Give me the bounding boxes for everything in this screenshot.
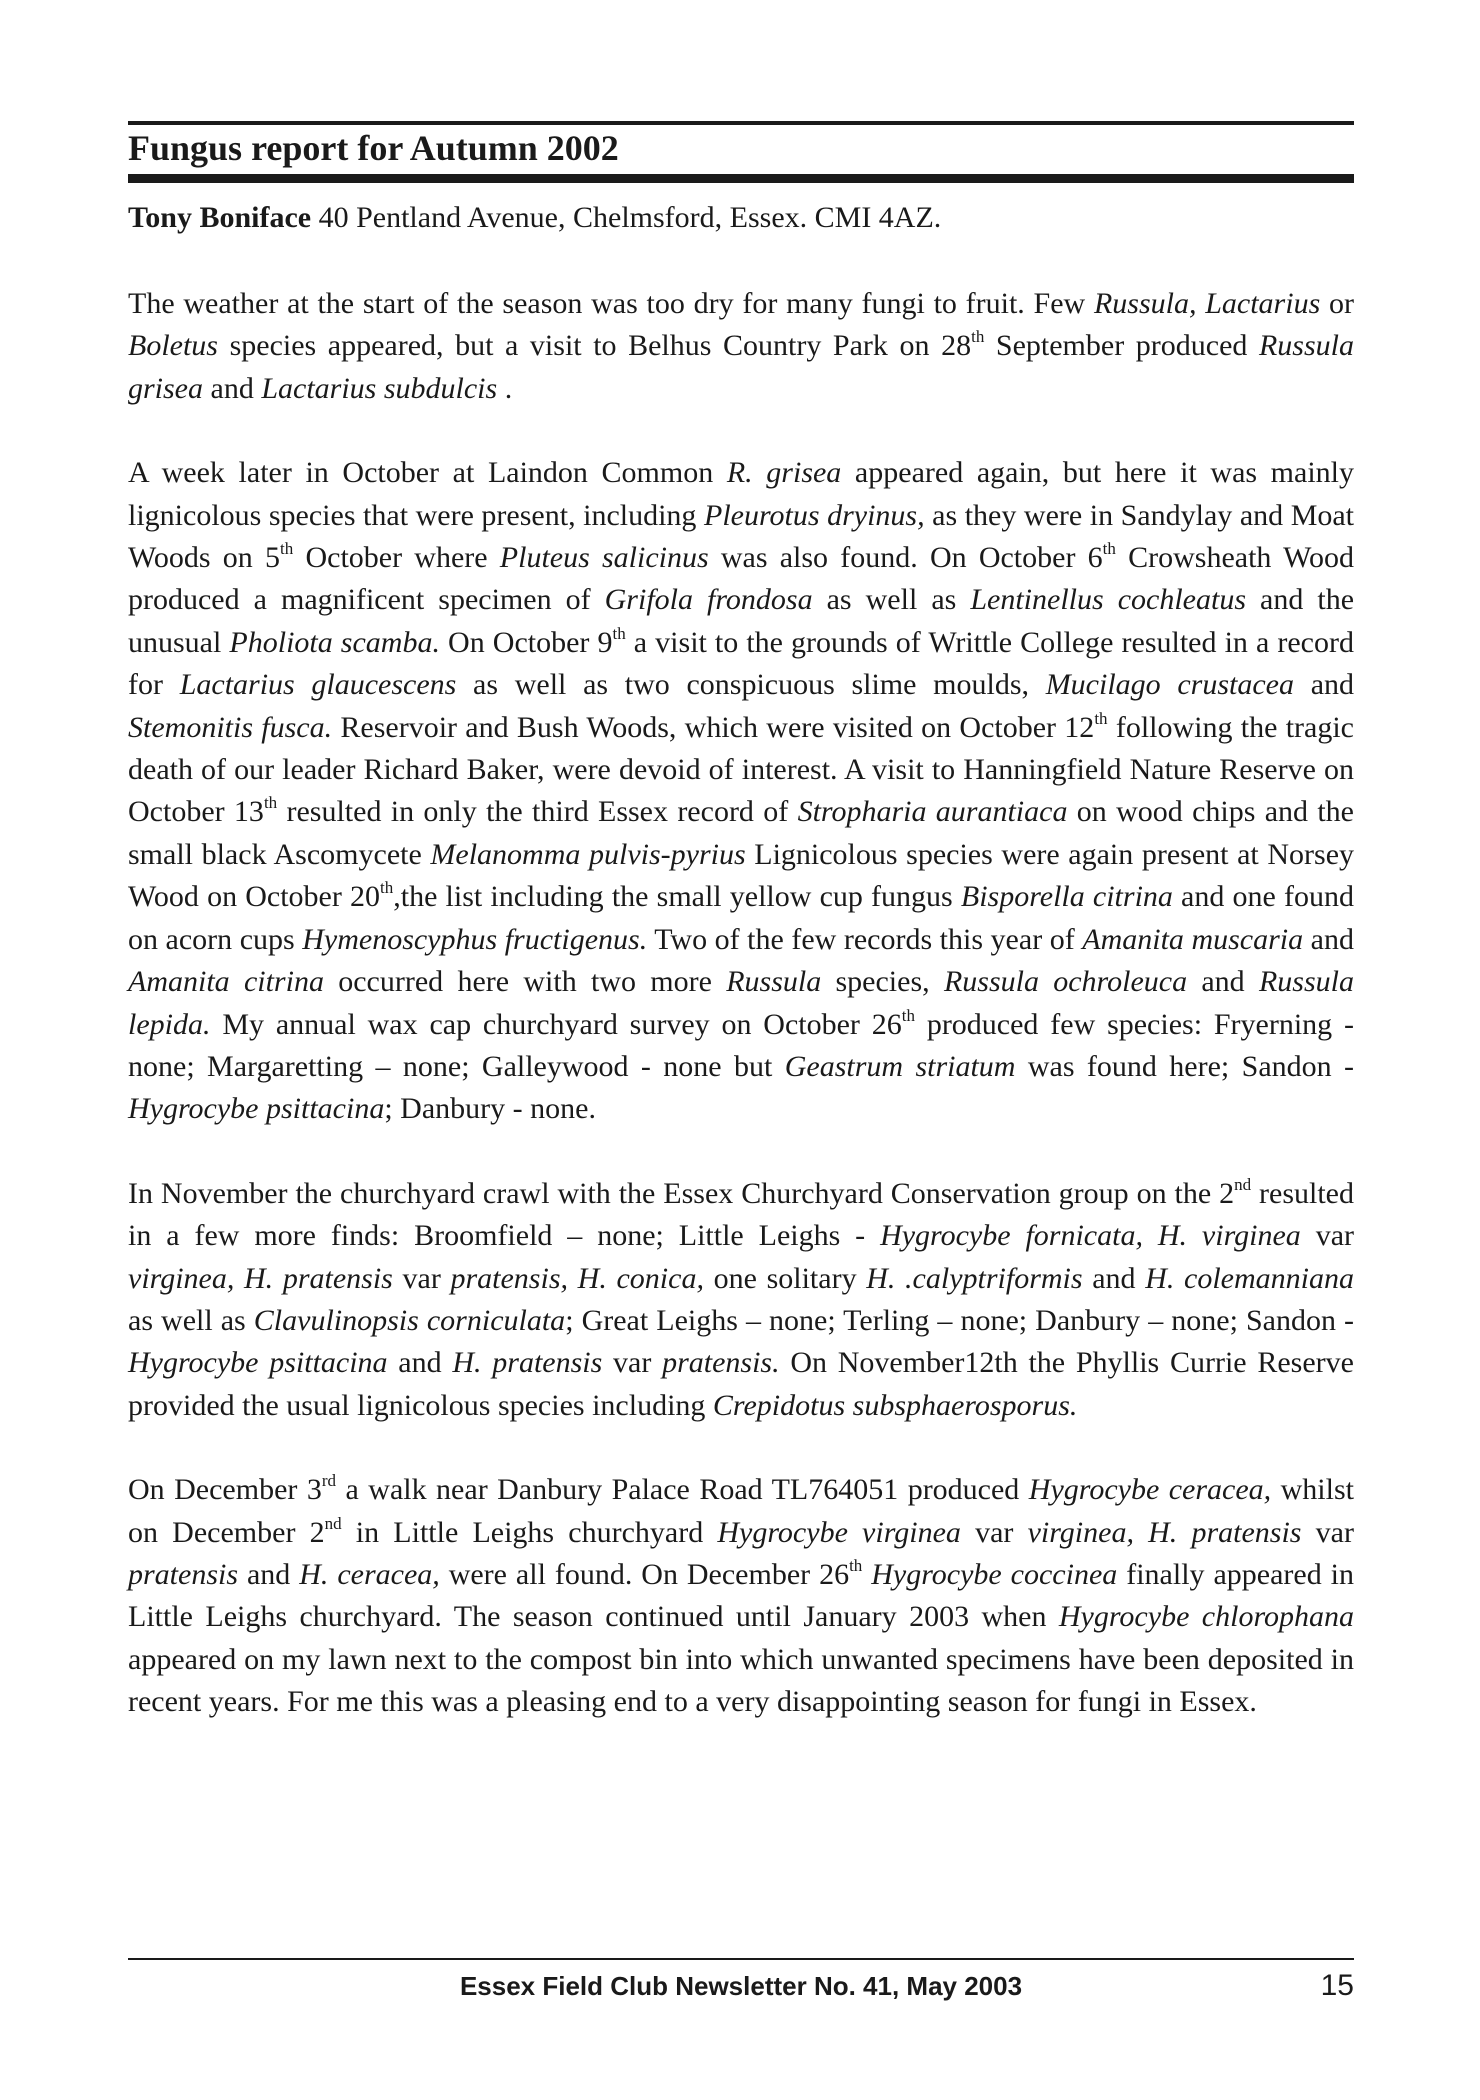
- species-name: Lactarius subdulcis: [261, 371, 498, 405]
- text-run: resulted in a few more finds: Broomfield – none; Little Leighs -: [128, 1176, 1354, 1253]
- text-run: were all found. On December 26: [439, 1557, 850, 1591]
- text-run: on wood chips and the small black Ascomycete: [128, 795, 1354, 871]
- species-name: Hygrocybe coccinea: [871, 1557, 1118, 1591]
- species-name: Hygrocybe psittacina: [128, 1092, 385, 1126]
- ordinal-suffix: th: [971, 327, 985, 347]
- text-run: occurred here with two more: [323, 965, 727, 999]
- text-run: A week later in October at Laindon Common: [128, 456, 727, 490]
- text-run: finally appeared in Little Leighs churchyard. The season continued until January 2003 when: [128, 1557, 1354, 1634]
- species-name: Russula ochroleuca: [943, 965, 1188, 999]
- text-run: Two of the few records this year of: [647, 922, 1083, 956]
- text-run: On October 9: [439, 625, 613, 659]
- text-run: and: [203, 371, 262, 405]
- text-run: resulted in only the third Essex record of: [277, 795, 798, 829]
- text-run: var: [602, 1346, 663, 1380]
- text-run: a visit to the grounds of Writtle College resulted in a record for: [128, 625, 1354, 702]
- ordinal-suffix: nd: [1234, 1174, 1252, 1194]
- text-run: whilst on December 2: [128, 1473, 1354, 1549]
- text-run: and: [1303, 922, 1354, 956]
- ordinal-suffix: th: [849, 1555, 863, 1575]
- species-name: Russula: [726, 965, 822, 999]
- page-footer: [128, 1968, 1354, 2008]
- text-run: species appeared, but a visit to Belhus Country Park on 28: [218, 329, 972, 363]
- text-run: In November the churchyard crawl with the Essex Churchyard Conservation group on the 2: [128, 1176, 1235, 1210]
- species-name: Pluteus salicinus: [499, 541, 709, 575]
- species-name: Stemonitis fusca.: [128, 710, 333, 744]
- page-number: 15: [1320, 1969, 1354, 2002]
- text-run: and: [238, 1557, 300, 1591]
- species-name: Bisporella citrina: [960, 880, 1173, 914]
- title-rule: [128, 174, 1354, 183]
- text-run: appeared again, but here it was mainly lignicolous species that were present, including: [128, 456, 1354, 532]
- species-name: Lactarius glaucescens: [179, 668, 457, 702]
- ordinal-suffix: th: [380, 878, 394, 898]
- text-run: On November12th the Phyllis Currie Reserve provided the usual lignicolous species including: [128, 1346, 1354, 1422]
- paragraph: [128, 1469, 1354, 1723]
- species-name: Hygrocybe chlorophana: [1058, 1600, 1355, 1634]
- text-run: On December 3: [128, 1473, 322, 1507]
- species-name: Russula, Lactarius: [1093, 287, 1321, 320]
- species-name: Geastrum striatum: [784, 1049, 1016, 1083]
- text-run: was found here; Sandon -: [1015, 1049, 1355, 1083]
- species-name: pratensis: [128, 1557, 239, 1591]
- author-line: [128, 198, 1354, 238]
- ordinal-suffix: th: [612, 623, 626, 643]
- species-name: pratensis.: [662, 1346, 780, 1380]
- ordinal-suffix: th: [901, 1005, 915, 1025]
- text-run: was also found. On October 6: [708, 541, 1103, 575]
- text-run: October where: [293, 541, 500, 575]
- ordinal-suffix: th: [280, 539, 294, 559]
- species-name: Mucilago crustacea: [1045, 668, 1294, 702]
- text-run: species,: [821, 965, 944, 999]
- species-name: Amanita citrina: [128, 965, 324, 999]
- ordinal-suffix: rd: [321, 1471, 337, 1491]
- text-run: and: [1082, 1261, 1146, 1295]
- author-name: Tony Boniface: [128, 201, 312, 234]
- text-run: following the tragic death of our leader Richard Baker, were devoid of interest. A visit to Hanningfield Nature Reserve on October 13: [128, 710, 1354, 829]
- text-run: September produced: [984, 329, 1259, 363]
- ordinal-suffix: th: [1094, 708, 1108, 728]
- text-run: Reservoir and Bush Woods, which were visited on October 12: [332, 710, 1095, 744]
- ordinal-suffix: th: [263, 793, 278, 813]
- text-run: and one found on acorn cups: [128, 880, 1354, 956]
- text-run: one solitary: [703, 1261, 867, 1295]
- ordinal-suffix: th: [1102, 539, 1116, 559]
- text-run: Crowsheath Wood produced a magnificent specimen of: [128, 541, 1354, 617]
- text-run: var: [1300, 1219, 1355, 1253]
- text-run: and: [1187, 965, 1259, 999]
- species-name: Russula lepida.: [128, 965, 1354, 1041]
- species-name: Hygrocybe fornicata, H. virginea: [880, 1219, 1301, 1253]
- species-name: Amanita muscaria: [1082, 922, 1304, 956]
- publication-title: Essex Field Club Newsletter No. 41, May 2003: [459, 1971, 1023, 2001]
- species-name: Pleurotus dryinus,: [704, 498, 925, 532]
- species-name: Hymenoscyphus fructigenus.: [302, 922, 648, 956]
- text-run: and: [387, 1346, 453, 1380]
- species-name: Clavulinopsis corniculata: [253, 1303, 566, 1337]
- species-name: Lentinellus cochleatus: [970, 583, 1246, 617]
- text-run: or: [1320, 287, 1354, 320]
- text-run: ; Great Leighs – none; Terling – none; Danbury – none; Sandon -: [565, 1303, 1355, 1337]
- species-name: Hygrocybe ceracea,: [1028, 1473, 1272, 1507]
- text-run: The weather at the start of the season was too dry for many fungi to fruit. Few: [128, 287, 1094, 320]
- species-name: Hygrocybe virginea: [717, 1515, 961, 1549]
- species-name: virginea, H. pratensis: [1027, 1515, 1302, 1549]
- paragraph: [128, 1173, 1354, 1427]
- species-name: H. colemanniana: [1145, 1261, 1354, 1295]
- text-run: and: [1294, 668, 1355, 702]
- top-rule: [128, 121, 1354, 125]
- text-run: Lignicolous species were again present at Norsey Wood on October 20: [128, 837, 1355, 914]
- text-run: ,the list including the small yellow cup fungus: [393, 880, 961, 914]
- text-run: in Little Leighs churchyard: [341, 1515, 718, 1549]
- text-run: as well as: [812, 583, 971, 617]
- species-name: H. .calyptriformis: [866, 1261, 1083, 1295]
- text-run: produced few species: Fryerning - none; Margaretting – none; Galleywood - none but: [128, 1007, 1354, 1083]
- species-name: pratensis, H. conica,: [450, 1261, 704, 1295]
- text-run: .: [497, 371, 513, 405]
- text-run: as well as: [128, 1303, 254, 1337]
- footer-rule: [128, 1958, 1354, 1960]
- species-name: H. pratensis: [452, 1346, 603, 1380]
- author-address: 40 Pentland Avenue, Chelmsford, Essex. CMI 4AZ.: [311, 201, 942, 234]
- text-run: as well as two conspicuous slime moulds,: [456, 668, 1046, 702]
- text-run: as they were in Sandylay and Moat Woods on 5: [128, 498, 1355, 575]
- text-run: and the unusual: [128, 583, 1355, 659]
- species-name: Crepidotus subsphaerosporus.: [712, 1388, 1078, 1422]
- paragraph: [128, 283, 1354, 410]
- species-name: Russula grisea: [128, 329, 1354, 405]
- text-run: a walk near Danbury Palace Road TL764051 produced: [336, 1473, 1029, 1507]
- species-name: H. ceracea,: [299, 1557, 440, 1591]
- text-run: ; Danbury - none.: [384, 1092, 596, 1126]
- text-run: My annual wax cap churchyard survey on October 26: [210, 1007, 902, 1041]
- ordinal-suffix: nd: [324, 1513, 342, 1533]
- species-name: Melanomma pulvis-pyrius: [430, 837, 746, 871]
- species-name: Grifola frondosa: [604, 583, 813, 617]
- text-run: var: [392, 1261, 451, 1295]
- text-run: [862, 1558, 871, 1591]
- species-name: Boletus: [128, 329, 218, 363]
- species-name: Stropharia aurantiaca: [797, 795, 1068, 829]
- text-run: var: [1301, 1515, 1354, 1549]
- text-run: var: [960, 1515, 1028, 1549]
- species-name: R. grisea: [726, 456, 842, 490]
- text-run: appeared on my lawn next to the compost bin into which unwanted specimens have been deposited in recent years. For me this was a pleasing end to a very disappointing season for fungi in Essex.: [128, 1642, 1354, 1719]
- paragraph: [128, 452, 1354, 1131]
- article-body: [128, 283, 1354, 1766]
- species-name: virginea, H. pratensis: [128, 1261, 393, 1295]
- species-name: Hygrocybe psittacina: [128, 1346, 388, 1380]
- species-name: Pholiota scamba.: [229, 625, 440, 659]
- page-title: Fungus report for Autumn 2002: [128, 128, 619, 168]
